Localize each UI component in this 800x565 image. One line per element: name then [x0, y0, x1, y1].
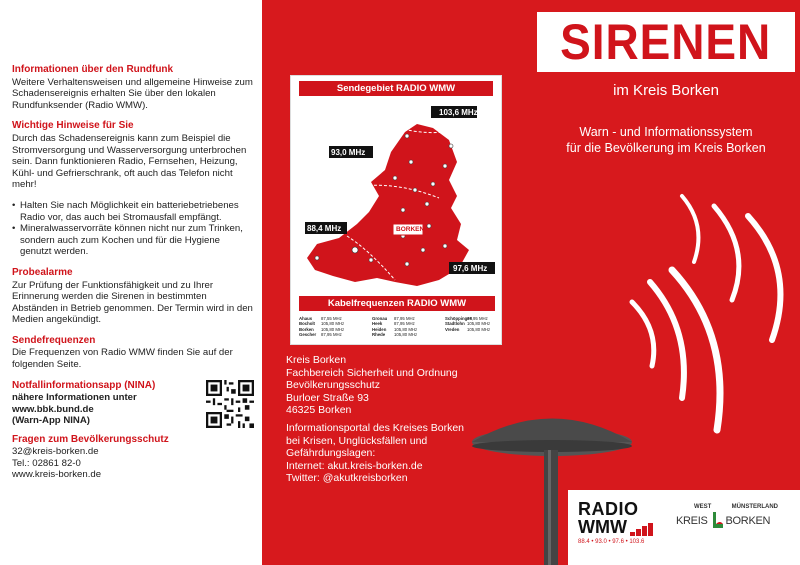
kabel-row: Vreden 105,80 MHz — [445, 326, 491, 332]
kabel-column — [372, 316, 422, 338]
portal-internet-link[interactable]: Internet: akut.kreis-borken.de — [286, 459, 423, 472]
kabel-row: Stadtlohn 105,80 MHz — [445, 321, 491, 327]
kreis-borken-logo: WEST MÜNSTERLAND KREIS BORKEN — [676, 504, 796, 530]
kabel-row: Rhede 105,80 MHz — [372, 332, 418, 338]
nina-app-text: (Warn-App NINA) — [12, 415, 90, 427]
left-panel — [0, 0, 262, 565]
kabel-row: Gronau 87,95 MHz — [372, 316, 415, 321]
qr-code-icon[interactable] — [206, 380, 254, 428]
kabel-row: Schöppingen 87,95 MHz — [445, 316, 488, 321]
kabel-column — [299, 316, 349, 338]
kabel-header: Kabelfrequenzen RADIO WMW — [299, 296, 495, 311]
website-link[interactable]: www.kreis-borken.de — [12, 469, 102, 481]
address-block: Kreis Borken Fachbereich Sicherheit und Ordnung Bevölkerungsschutz Burloer Straße 93 46325 Borken — [286, 354, 458, 417]
kabel-row: Ahaus 87,55 MHz — [299, 316, 342, 321]
freq-label-88: 88,4 MHz — [307, 224, 342, 233]
bullet-icon: • — [12, 223, 16, 235]
map-card — [290, 75, 502, 345]
portal-block: Informationsportal des Kreises Borken bei Krisen, Unglücksfällen und Gefährdungslagen: Internet: akut.kreis-borken.de Twitter: @akutkreisborken — [286, 422, 465, 485]
kabel-row: Heek 87,95 MHz — [372, 321, 415, 327]
freq-label-93: 93,0 MHz — [331, 148, 366, 157]
kreis-mark-icon — [710, 512, 724, 530]
kabel-table — [299, 316, 495, 338]
nina-text: nähere Informationen unter — [12, 392, 137, 404]
kabel-row: Heiden 105,80 MHz — [372, 326, 418, 332]
section-text-rundfunk: Weitere Verhaltensweisen und allgemeine Hinweise zum Schadensereignis erhalten Sie über den lokalen Rundfunksender (Radio WMW). — [12, 76, 253, 111]
email-link[interactable]: 32@kreis-borken.de — [12, 446, 99, 458]
borken-label: BORKEN — [396, 226, 425, 233]
portal-twitter-link[interactable]: Twitter: @akutkreisborken — [286, 472, 408, 485]
bullet-item: • Mineralwasservorräte können nicht nur zum Trinken, sondern auch zum Kochen und für die Hygiene genutzt werden. — [12, 223, 243, 258]
kabel-row: Bocholt 105,80 MHz — [299, 321, 345, 327]
nina-block — [12, 380, 254, 428]
description: Warn - und Informationssystem für die Bevölkerung im Kreis Borken — [566, 125, 766, 155]
section-text-hinweise: Durch das Schadensereignis kann zum Beispiel die Stromversorgung und Wasserversorgung unterbrochen sein. Dann funktionieren Radio, Fernsehen, Heizung, Kühl- und Gefrierschrank, oft auch das Telefon nicht mehr! — [12, 132, 247, 191]
radio-wmw-logo: RADIO WMW 88.4 • 93.0 • 97.6 • 103.6 — [578, 500, 673, 545]
section-title-probealarme: Probealarme — [12, 266, 73, 278]
bullet-icon: • — [12, 199, 16, 211]
nina-link[interactable]: www.bbk.bund.de — [12, 403, 94, 415]
section-title-sendefrequenzen: Sendefrequenzen — [12, 334, 96, 346]
section-text-sendefrequenzen: Die Frequenzen von Radio WMW finden Sie auf der folgenden Seite. — [12, 347, 233, 371]
section-title-fragen: Fragen zum Bevölkerungsschutz — [12, 433, 169, 445]
title-box — [537, 12, 795, 72]
section-text-probealarme: Zur Prüfung der Funktionsfähigkeit und zu Ihrer Erinnerung werden die Sirenen in bestimmten Abständen in Betrieb genommen. Der Termin wird in den Medien angekündigt. — [12, 279, 253, 326]
logo-area — [568, 490, 800, 565]
section-title-nina: Notfallinformationsapp (NINA) — [12, 379, 156, 391]
map-header: Sendegebiet RADIO WMW — [299, 81, 493, 96]
kabel-row: Gescher 87,95 MHz — [299, 332, 342, 338]
sound-waves-icon — [632, 196, 780, 430]
freq-label-97: 97,6 MHz — [453, 264, 488, 273]
signal-bars-icon — [630, 523, 653, 536]
phone-text: Tel.: 02861 82-0 — [12, 457, 81, 469]
kabel-row: Borken 105,80 MHz — [299, 326, 345, 332]
freq-label-103: 103,6 MHz — [439, 108, 478, 117]
subtitle: im Kreis Borken — [613, 82, 719, 99]
section-title-hinweise: Wichtige Hinweise für Sie — [12, 120, 134, 132]
bullet-item: • Halten Sie nach Möglichkeit ein batteriebetriebenes Radio vor, das auch bei Stromausfall empfängt. — [12, 199, 239, 223]
red-panel — [262, 0, 800, 565]
page-title: SIRENEN — [560, 14, 772, 70]
section-title-rundfunk: Informationen über den Rundfunk — [12, 64, 174, 75]
kabel-column — [445, 316, 495, 338]
